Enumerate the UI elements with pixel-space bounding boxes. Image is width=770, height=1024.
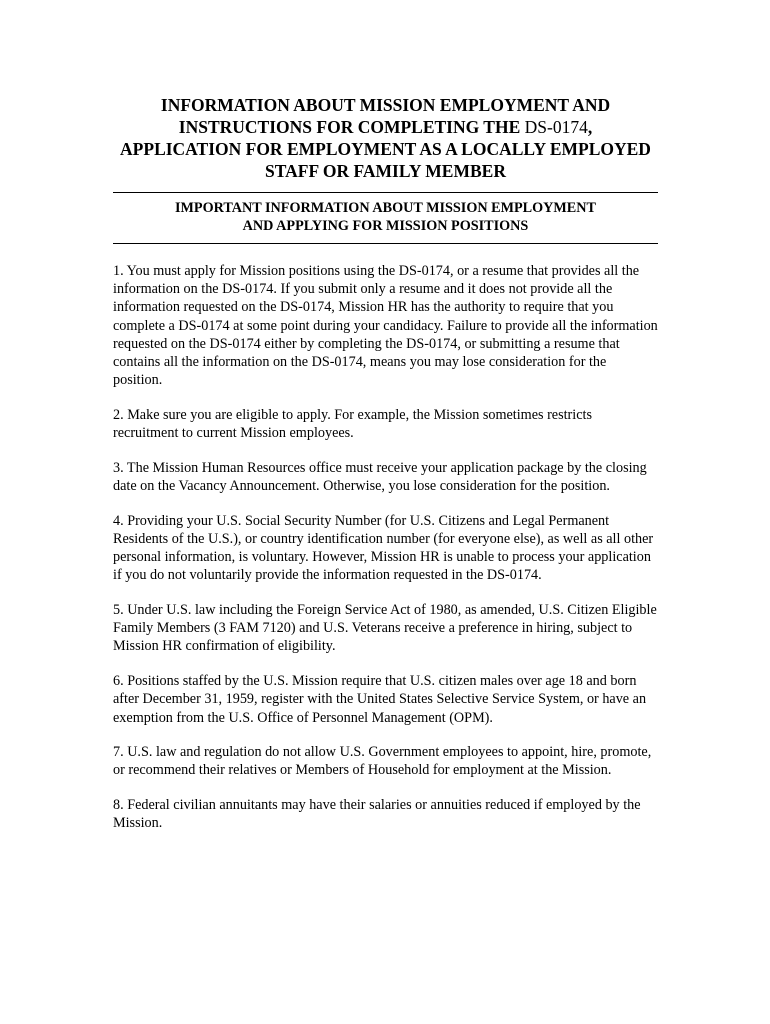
title-form-number: DS-0174	[524, 117, 588, 137]
title-line-2: INSTRUCTIONS FOR COMPLETING THE	[178, 117, 525, 137]
paragraph-3: 3. The Mission Human Resources office must receive your application package by the closing date on the Vacancy Announcement. Otherwise, you lose consideration for the position.	[113, 459, 647, 495]
title-line-1: INFORMATION ABOUT MISSION EMPLOYMENT AND	[160, 95, 611, 115]
title-line-3: APPLICATION FOR EMPLOYMENT AS A LOCALLY EMPLOYED	[120, 139, 651, 159]
document-page	[113, 94, 658, 849]
paragraph-5: 5. Under U.S. law including the Foreign Service Act of 1980, as amended, U.S. Citizen Eligible Family Members (3 FAM 7120) and U.S. Veterans receive a preference in hiring, subject to Mission HR confirmation of eligibility.	[113, 602, 657, 655]
subtitle-line-1: IMPORTANT INFORMATION ABOUT MISSION EMPLOYMENT	[175, 200, 596, 216]
paragraph-1: 1. You must apply for Mission positions using the DS-0174, or a resume that provides all the information on the DS-0174. If you submit only a resume and it does not provide all the information requested on the DS-0174, Mission HR has the authority to require that you complete a DS-0174 at some point during your candidacy. Failure to provide all the information requested on the DS-0174 either by completing the DS-0174, or submitting a resume that contains all the information on the DS-0174, means you may lose consideration for the position.	[113, 263, 658, 389]
paragraph-7: 7. U.S. law and regulation do not allow U.S. Government employees to appoint, hire, promote, or recommend their relatives or Members of Household for employment at the Mission.	[113, 744, 652, 779]
paragraph-2: 2. Make sure you are eligible to apply. For example, the Mission sometimes restricts recruitment to current Mission employees.	[113, 406, 592, 442]
page-title	[113, 94, 658, 182]
title-line-4: STAFF OR FAMILY MEMBER	[265, 161, 506, 181]
title-comma: ,	[587, 117, 593, 137]
paragraph-6: 6. Positions staffed by the U.S. Mission require that U.S. citizen males over age 18 and born after December 31, 1959, register with the United States Selective Service System, or have an exemption from the U.S. Office of Personnel Management (OPM).	[113, 673, 647, 726]
paragraph-8: 8. Federal civilian annuitants may have their salaries or annuities reduced if employed by the Mission.	[113, 797, 641, 832]
paragraph-list	[113, 262, 658, 833]
bottom-divider	[113, 243, 658, 244]
top-divider	[113, 192, 658, 193]
section-subtitle	[113, 199, 658, 235]
subtitle-line-2: AND APPLYING FOR MISSION POSITIONS	[242, 218, 529, 234]
paragraph-4: 4. Providing your U.S. Social Security Number (for U.S. Citizens and Legal Permanent Residents of the U.S.), or country identification number (for everyone else), as well as all other personal information, is voluntary. However, Mission HR is unable to process your application if you do not voluntarily provide the information requested in the DS-0174.	[113, 512, 654, 584]
